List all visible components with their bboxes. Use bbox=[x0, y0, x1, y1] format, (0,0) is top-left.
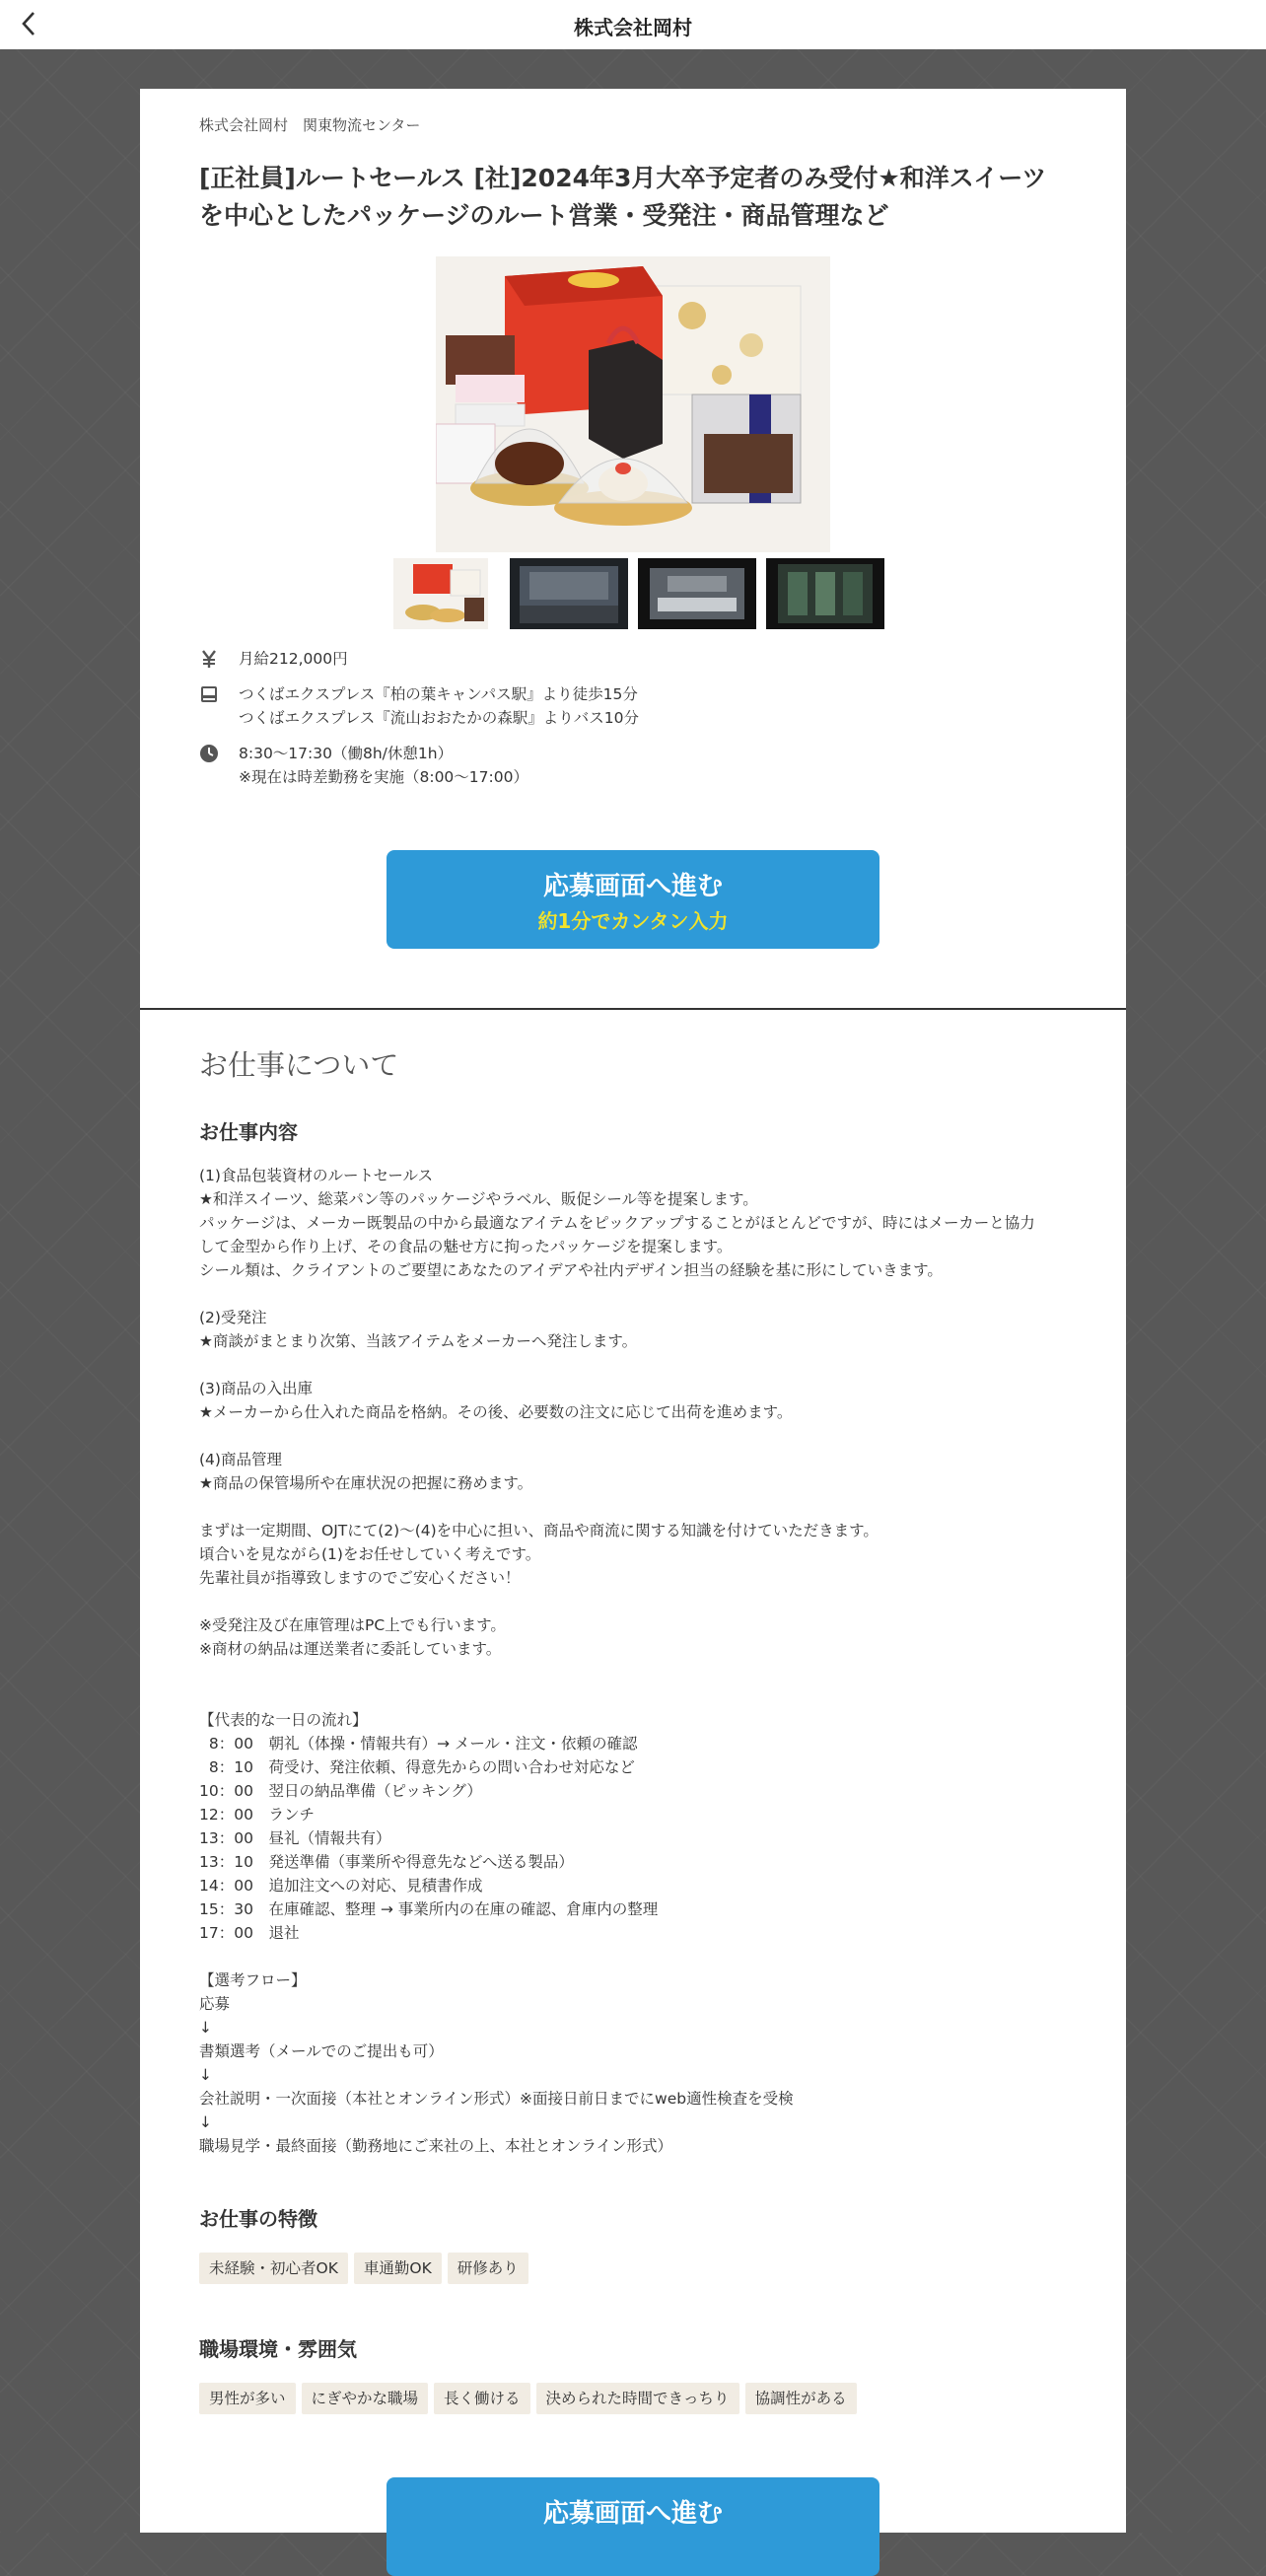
thumbnail-3[interactable] bbox=[638, 558, 756, 629]
feature-tag: 未経験・初心者OK bbox=[199, 2253, 348, 2284]
description-line bbox=[199, 1282, 1087, 1306]
header-title: 株式会社岡村 bbox=[574, 16, 692, 39]
apply-button-sub: 約1分でカンタン入力 bbox=[537, 909, 729, 933]
environment-tag: 決められた時間できっちり bbox=[536, 2383, 739, 2414]
description-line: (3)商品の入出庫 bbox=[199, 1380, 313, 1397]
description-line bbox=[199, 1424, 1087, 1448]
section-divider bbox=[140, 1008, 1126, 1010]
description-line: 8：10 荷受け、発注依頼、得意先からの問い合わせ対応など bbox=[199, 1758, 635, 1776]
description-line: ★メーカーから仕入れた商品を格納。その後、必要数の注文に応じて出荷を進めます。 bbox=[199, 1403, 793, 1421]
description-line: ↓ bbox=[199, 2019, 212, 2037]
description-line: 【選考フロー】 bbox=[199, 1971, 307, 1989]
hours-line-1: 8:30～17:30（働8h/休憩1h） bbox=[239, 745, 454, 762]
description-line bbox=[199, 1661, 1087, 1684]
description-line: 17：00 退社 bbox=[199, 1924, 300, 1942]
description-line: 職場見学・最終面接（勤務地にご来社の上、本社とオンライン形式） bbox=[199, 2137, 673, 2155]
description-line: (4)商品管理 bbox=[199, 1451, 282, 1468]
description-line bbox=[199, 1353, 1087, 1377]
apply-button-bottom-label: 応募画面へ進む bbox=[542, 2499, 723, 2529]
job-title: [正社員]ルートセールス [社]2024年3月大卒予定者のみ受付★和洋スイーツを中心としたパッケージのルート営業・受発注・商品管理など bbox=[199, 164, 1047, 230]
description-line: 応募 bbox=[199, 1995, 231, 2013]
description-line bbox=[199, 1945, 1087, 1968]
description-line bbox=[199, 1590, 1087, 1613]
feature-tag: 車通勤OK bbox=[354, 2253, 442, 2284]
description-line: ↓ bbox=[199, 2066, 212, 2084]
access-line-2: つくばエクスプレス『流山おおたかの森駅』よりバス10分 bbox=[239, 709, 639, 727]
description-line: 先輩社員が指導致しますのでご安心ください！ bbox=[199, 1569, 521, 1587]
access-line-1: つくばエクスプレス『柏の葉キャンパス駅』より徒歩15分 bbox=[239, 685, 638, 703]
feature-tag: 研修あり bbox=[448, 2253, 528, 2284]
description-line: シール類は、クライアントのご要望にあなたのアイデアや社内デザイン担当の経験を基に形にしていきます。 bbox=[199, 1261, 943, 1279]
main-photo[interactable] bbox=[436, 256, 830, 552]
description-line: して金型から作り上げ、その食品の魅せ方に拘ったパッケージを提案します。 bbox=[199, 1238, 733, 1255]
job-card bbox=[140, 89, 1126, 2533]
yen-icon bbox=[199, 649, 219, 669]
environment-tags bbox=[199, 2383, 863, 2414]
features-heading: お仕事の特徴 bbox=[199, 2207, 317, 2231]
description-line: ★和洋スイーツ、総菜パン等のパッケージやラベル、販促シール等を提案します。 bbox=[199, 1190, 758, 1208]
environment-tag: にぎやかな職場 bbox=[302, 2383, 429, 2414]
hours-row bbox=[199, 742, 1067, 791]
description-line: 13：10 発送準備（事業所や得意先などへ送る製品） bbox=[199, 1853, 574, 1871]
thumbnail-1[interactable] bbox=[393, 558, 488, 629]
description-line: 書類選考（メールでのご提出も可） bbox=[199, 2042, 444, 2060]
clock-icon bbox=[199, 744, 219, 763]
salary-row bbox=[199, 647, 1067, 673]
description-line: ★商品の保管場所や在庫状況の把握に務めます。 bbox=[199, 1474, 533, 1492]
description-line: 8：00 朝礼（体操・情報共有）→ メール・注文・依頼の確認 bbox=[199, 1735, 638, 1753]
description-line bbox=[199, 1684, 1087, 1708]
description-line: ↓ bbox=[199, 2113, 212, 2131]
description-line: まずは一定期間、OJTにて(2)～(4)を中心に担い、商品や商流に関する知識を付けていただきます。 bbox=[199, 1522, 879, 1539]
environment-heading: 職場環境・雰囲気 bbox=[199, 2337, 357, 2361]
description-line: ※受発注及び在庫管理はPC上でも行います。 bbox=[199, 1616, 506, 1634]
description-line: (1)食品包装資材のルートセールス bbox=[199, 1167, 434, 1184]
description-line: 14：00 追加注文への対応、見積書作成 bbox=[199, 1877, 483, 1895]
salary-text: 月給212,000円 bbox=[239, 650, 348, 668]
photo-thumbnails bbox=[393, 558, 886, 629]
apply-button-label: 応募画面へ進む bbox=[542, 872, 723, 901]
description-line: 15：30 在庫確認、整理 → 事業所内の在庫の確認、倉庫内の整理 bbox=[199, 1900, 659, 1918]
description-line: 12：00 ランチ bbox=[199, 1806, 315, 1824]
apply-button[interactable] bbox=[387, 850, 879, 949]
feature-tags bbox=[199, 2253, 534, 2284]
description-line: ※商材の納品は運送業者に委託しています。 bbox=[199, 1640, 502, 1658]
environment-tag: 協調性がある bbox=[745, 2383, 857, 2414]
description-line bbox=[199, 1495, 1087, 1519]
description-line: (2)受発注 bbox=[199, 1309, 267, 1326]
description-line: ★商談がまとまり次第、当該アイテムをメーカーへ発注します。 bbox=[199, 1332, 638, 1350]
apply-button-bottom[interactable] bbox=[387, 2477, 879, 2576]
section-title: お仕事について bbox=[199, 1048, 399, 1082]
description-line: 【代表的な一日の流れ】 bbox=[199, 1711, 368, 1729]
job-description bbox=[199, 1164, 1087, 2158]
train-icon bbox=[199, 684, 219, 704]
description-line: 10：00 翌日の納品準備（ピッキング） bbox=[199, 1782, 482, 1800]
company-name: 株式会社岡村 関東物流センター bbox=[199, 116, 421, 134]
environment-tag: 男性が多い bbox=[199, 2383, 296, 2414]
thumbnail-2[interactable] bbox=[510, 558, 628, 629]
description-line: 頃合いを見ながら(1)をお任せしていく考えです。 bbox=[199, 1545, 541, 1563]
top-bar bbox=[0, 0, 1266, 49]
description-line: パッケージは、メーカー既製品の中から最適なアイテムをピックアップすることがほとんどですが、時にはメーカーと協力 bbox=[199, 1214, 1035, 1232]
hours-line-2: ※現在は時差勤務を実施（8:00～17:00） bbox=[239, 768, 528, 786]
description-line: 会社説明・一次面接（本社とオンライン形式）※面接日前日までにweb適性検査を受検 bbox=[199, 2090, 794, 2108]
thumbnail-4[interactable] bbox=[766, 558, 884, 629]
description-line: 13：00 昼礼（情報共有） bbox=[199, 1829, 391, 1847]
environment-tag: 長く働ける bbox=[434, 2383, 530, 2414]
content-heading: お仕事内容 bbox=[199, 1120, 298, 1144]
access-row bbox=[199, 682, 1067, 732]
